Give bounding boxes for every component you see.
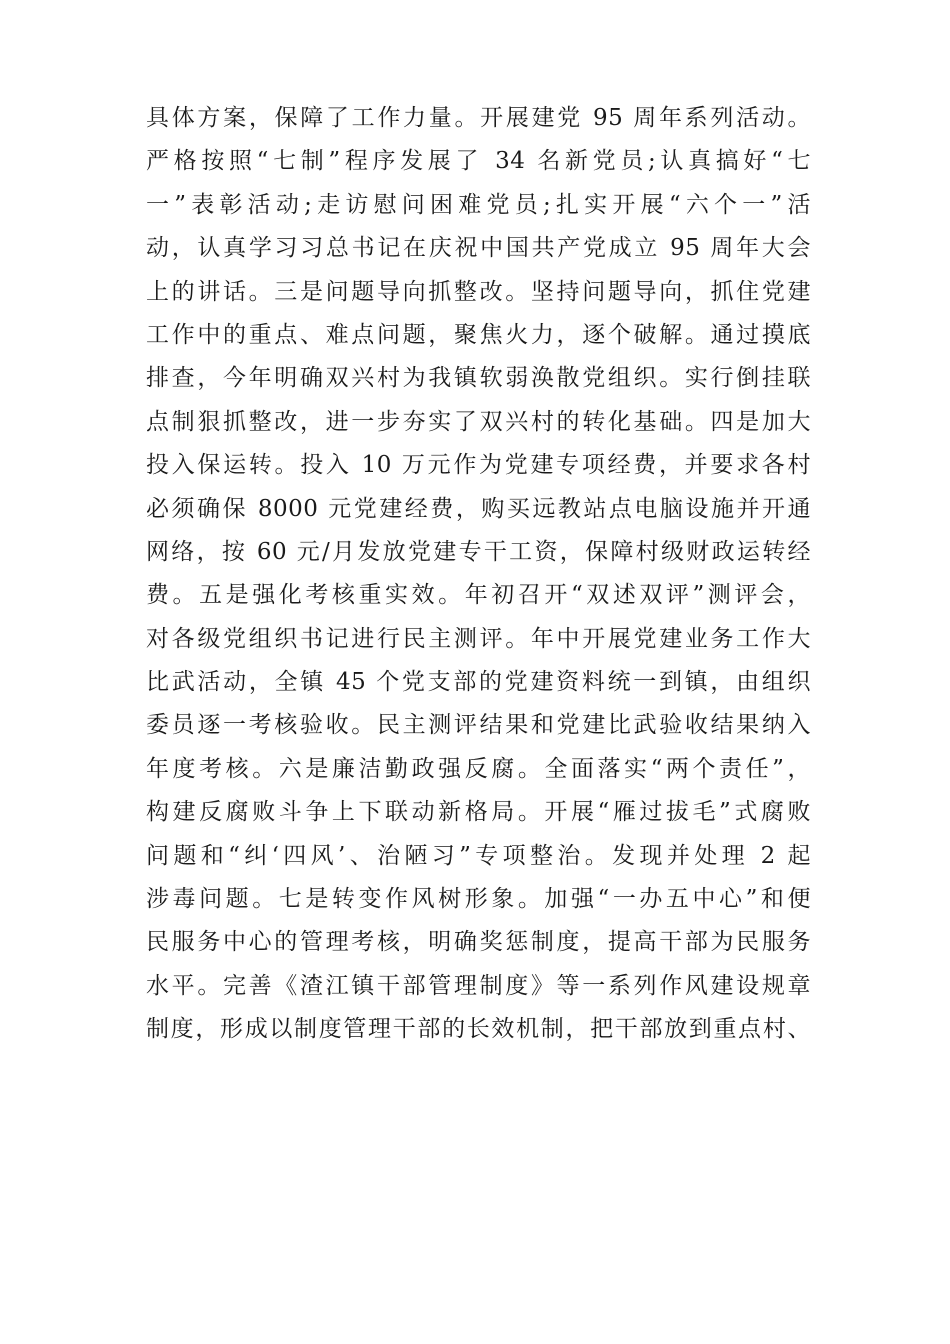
text-line: 委员逐一考核验收。民主测评结果和党建比武验收结果纳入 bbox=[146, 712, 811, 739]
text-line: 投入保运转。投入 10 万元作为党建专项经费，并要求各村 bbox=[146, 452, 811, 479]
text-line: 工作中的重点、难点问题，聚焦火力，逐个破解。通过摸底 bbox=[146, 321, 811, 348]
text-line: 费。五是强化考核重实效。年初召开“双述双评”测评会， bbox=[146, 582, 811, 609]
text-line: 水平。完善《渣江镇干部管理制度》等一系列作风建设规章 bbox=[146, 972, 811, 999]
text-line: 构建反腐败斗争上下联动新格局。开展“雁过拔毛”式腐败 bbox=[146, 799, 811, 826]
text-line: 上的讲话。三是问题导向抓整改。坚持问题导向，抓住党建 bbox=[146, 278, 811, 305]
text-line: 问题和“纠‘四风’、治陋习”专项整治。发现并处理 2 起 bbox=[146, 842, 811, 869]
text-line: 涉毒问题。七是转变作风树形象。加强“一办五中心”和便 bbox=[146, 886, 811, 913]
text-line: 必须确保 8000 元党建经费，购买远教站点电脑设施并开通 bbox=[146, 495, 811, 522]
text-line: 年度考核。六是廉洁勤政强反腐。全面落实“两个责任”， bbox=[146, 755, 811, 782]
text-line: 民服务中心的管理考核，明确奖惩制度，提高干部为民服务 bbox=[146, 929, 811, 956]
text-line: 比武活动，全镇 45 个党支部的党建资料统一到镇，由组织 bbox=[146, 669, 811, 696]
text-line: 一”表彰活动;走访慰问困难党员;扎实开展“六个一”活 bbox=[146, 191, 811, 218]
body-text bbox=[146, 97, 811, 1052]
text-line: 网络，按 60 元/月发放党建专干工资，保障村级财政运转经 bbox=[146, 538, 811, 565]
text-line: 点制狠抓整改，进一步夯实了双兴村的转化基础。四是加大 bbox=[146, 408, 811, 435]
text-line: 动，认真学习习总书记在庆祝中国共产党成立 95 周年大会 bbox=[146, 235, 811, 262]
text-line: 严格按照“七制”程序发展了 34 名新党员;认真搞好“七 bbox=[146, 148, 811, 175]
text-line: 对各级党组织书记进行民主测评。年中开展党建业务工作大 bbox=[146, 625, 811, 652]
text-line: 制度，形成以制度管理干部的长效机制，把干部放到重点村、 bbox=[146, 1016, 811, 1043]
text-line: 具体方案，保障了工作力量。开展建党 95 周年系列活动。 bbox=[146, 105, 811, 131]
text-line: 排查，今年明确双兴村为我镇软弱涣散党组织。实行倒挂联 bbox=[146, 365, 811, 392]
